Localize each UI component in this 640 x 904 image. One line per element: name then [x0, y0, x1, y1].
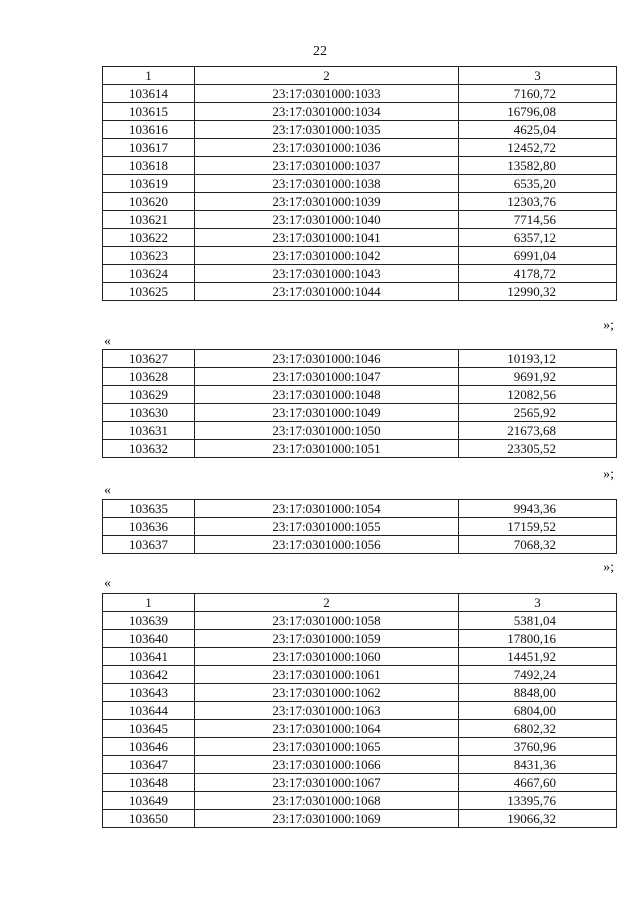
cell-cadastral: 23:17:0301000:1035	[195, 121, 459, 139]
cell-cadastral: 23:17:0301000:1048	[195, 386, 459, 404]
cell-value: 8431,36	[459, 756, 617, 774]
cell-value: 6535,20	[459, 175, 617, 193]
table-row	[103, 386, 617, 404]
cell-id: 103644	[103, 702, 195, 720]
cell-id: 103632	[103, 440, 195, 458]
cell-id: 103629	[103, 386, 195, 404]
closing-quote: »;	[603, 560, 614, 575]
cell-value: 2565,92	[459, 404, 617, 422]
header-col-3: 3	[459, 67, 617, 85]
cell-id: 103621	[103, 211, 195, 229]
cell-cadastral: 23:17:0301000:1050	[195, 422, 459, 440]
opening-quote: «	[104, 483, 111, 498]
cell-value: 9691,92	[459, 368, 617, 386]
table-row	[103, 738, 617, 756]
cell-id: 103630	[103, 404, 195, 422]
table-row	[103, 792, 617, 810]
table-row	[103, 211, 617, 229]
header-col-1: 1	[103, 594, 195, 612]
table-3	[102, 499, 617, 554]
table-header-row	[103, 594, 617, 612]
cell-id: 103649	[103, 792, 195, 810]
cell-value: 19066,32	[459, 810, 617, 828]
cell-cadastral: 23:17:0301000:1059	[195, 630, 459, 648]
cell-value: 7714,56	[459, 211, 617, 229]
table-row	[103, 666, 617, 684]
opening-quote: «	[104, 576, 111, 591]
cell-id: 103618	[103, 157, 195, 175]
cell-id: 103631	[103, 422, 195, 440]
cell-value: 14451,92	[459, 648, 617, 666]
cell-id: 103643	[103, 684, 195, 702]
cell-cadastral: 23:17:0301000:1039	[195, 193, 459, 211]
cell-value: 16796,08	[459, 103, 617, 121]
table-row	[103, 283, 617, 301]
cell-id: 103616	[103, 121, 195, 139]
cell-cadastral: 23:17:0301000:1047	[195, 368, 459, 386]
cell-cadastral: 23:17:0301000:1054	[195, 500, 459, 518]
cell-cadastral: 23:17:0301000:1033	[195, 85, 459, 103]
cell-value: 10193,12	[459, 350, 617, 368]
cell-value: 5381,04	[459, 612, 617, 630]
table-header-row	[103, 67, 617, 85]
cell-id: 103637	[103, 536, 195, 554]
cell-value: 12082,56	[459, 386, 617, 404]
table-row	[103, 85, 617, 103]
cell-cadastral: 23:17:0301000:1068	[195, 792, 459, 810]
cell-value: 7068,32	[459, 536, 617, 554]
cell-value: 6802,32	[459, 720, 617, 738]
table-row	[103, 630, 617, 648]
cell-cadastral: 23:17:0301000:1034	[195, 103, 459, 121]
table-row	[103, 756, 617, 774]
cell-value: 4625,04	[459, 121, 617, 139]
cell-id: 103619	[103, 175, 195, 193]
cell-cadastral: 23:17:0301000:1065	[195, 738, 459, 756]
table-row	[103, 536, 617, 554]
cell-id: 103645	[103, 720, 195, 738]
cell-id: 103641	[103, 648, 195, 666]
table-1	[102, 66, 617, 301]
cell-id: 103636	[103, 518, 195, 536]
cell-id: 103617	[103, 139, 195, 157]
table-row	[103, 720, 617, 738]
table-row	[103, 229, 617, 247]
cell-cadastral: 23:17:0301000:1037	[195, 157, 459, 175]
cell-cadastral: 23:17:0301000:1063	[195, 702, 459, 720]
cell-value: 7492,24	[459, 666, 617, 684]
table-row	[103, 139, 617, 157]
cell-value: 17800,16	[459, 630, 617, 648]
cell-cadastral: 23:17:0301000:1055	[195, 518, 459, 536]
cell-value: 6804,00	[459, 702, 617, 720]
table-row	[103, 265, 617, 283]
cell-cadastral: 23:17:0301000:1043	[195, 265, 459, 283]
page-number: 22	[313, 44, 327, 59]
cell-value: 6991,04	[459, 247, 617, 265]
cell-id: 103640	[103, 630, 195, 648]
cell-cadastral: 23:17:0301000:1036	[195, 139, 459, 157]
header-col-2: 2	[195, 594, 459, 612]
cell-id: 103650	[103, 810, 195, 828]
table-row	[103, 175, 617, 193]
cell-value: 13582,80	[459, 157, 617, 175]
cell-id: 103627	[103, 350, 195, 368]
cell-cadastral: 23:17:0301000:1042	[195, 247, 459, 265]
cell-cadastral: 23:17:0301000:1066	[195, 756, 459, 774]
closing-quote: »;	[603, 318, 614, 333]
table-row	[103, 648, 617, 666]
table-row	[103, 247, 617, 265]
cell-cadastral: 23:17:0301000:1049	[195, 404, 459, 422]
table-row	[103, 121, 617, 139]
cell-id: 103623	[103, 247, 195, 265]
table-4	[102, 593, 617, 828]
cell-id: 103639	[103, 612, 195, 630]
table-row	[103, 350, 617, 368]
header-col-3: 3	[459, 594, 617, 612]
cell-id: 103614	[103, 85, 195, 103]
cell-value: 8848,00	[459, 684, 617, 702]
cell-cadastral: 23:17:0301000:1061	[195, 666, 459, 684]
cell-value: 12303,76	[459, 193, 617, 211]
cell-value: 3760,96	[459, 738, 617, 756]
cell-id: 103646	[103, 738, 195, 756]
cell-id: 103624	[103, 265, 195, 283]
cell-value: 13395,76	[459, 792, 617, 810]
header-col-2: 2	[195, 67, 459, 85]
cell-id: 103615	[103, 103, 195, 121]
cell-value: 21673,68	[459, 422, 617, 440]
cell-id: 103628	[103, 368, 195, 386]
cell-value: 23305,52	[459, 440, 617, 458]
cell-cadastral: 23:17:0301000:1067	[195, 774, 459, 792]
cell-id: 103622	[103, 229, 195, 247]
table-row	[103, 500, 617, 518]
cell-id: 103648	[103, 774, 195, 792]
cell-value: 9943,36	[459, 500, 617, 518]
cell-cadastral: 23:17:0301000:1060	[195, 648, 459, 666]
table-row	[103, 702, 617, 720]
cell-value: 12452,72	[459, 139, 617, 157]
cell-value: 4667,60	[459, 774, 617, 792]
table-row	[103, 103, 617, 121]
cell-cadastral: 23:17:0301000:1056	[195, 536, 459, 554]
opening-quote: «	[104, 334, 111, 349]
table-2	[102, 349, 617, 458]
table-row	[103, 157, 617, 175]
table-row	[103, 193, 617, 211]
cell-cadastral: 23:17:0301000:1062	[195, 684, 459, 702]
cell-value: 6357,12	[459, 229, 617, 247]
table-row	[103, 368, 617, 386]
cell-id: 103635	[103, 500, 195, 518]
cell-cadastral: 23:17:0301000:1044	[195, 283, 459, 301]
cell-id: 103647	[103, 756, 195, 774]
cell-cadastral: 23:17:0301000:1041	[195, 229, 459, 247]
cell-cadastral: 23:17:0301000:1069	[195, 810, 459, 828]
table-row	[103, 612, 617, 630]
cell-value: 7160,72	[459, 85, 617, 103]
table-row	[103, 810, 617, 828]
header-col-1: 1	[103, 67, 195, 85]
cell-id: 103642	[103, 666, 195, 684]
table-row	[103, 422, 617, 440]
cell-cadastral: 23:17:0301000:1064	[195, 720, 459, 738]
cell-id: 103625	[103, 283, 195, 301]
cell-cadastral: 23:17:0301000:1038	[195, 175, 459, 193]
cell-value: 17159,52	[459, 518, 617, 536]
cell-id: 103620	[103, 193, 195, 211]
cell-cadastral: 23:17:0301000:1040	[195, 211, 459, 229]
cell-value: 4178,72	[459, 265, 617, 283]
cell-cadastral: 23:17:0301000:1058	[195, 612, 459, 630]
cell-value: 12990,32	[459, 283, 617, 301]
table-row	[103, 684, 617, 702]
table-row	[103, 404, 617, 422]
cell-cadastral: 23:17:0301000:1051	[195, 440, 459, 458]
cell-cadastral: 23:17:0301000:1046	[195, 350, 459, 368]
table-row	[103, 518, 617, 536]
table-row	[103, 774, 617, 792]
closing-quote: »;	[603, 467, 614, 482]
table-row	[103, 440, 617, 458]
